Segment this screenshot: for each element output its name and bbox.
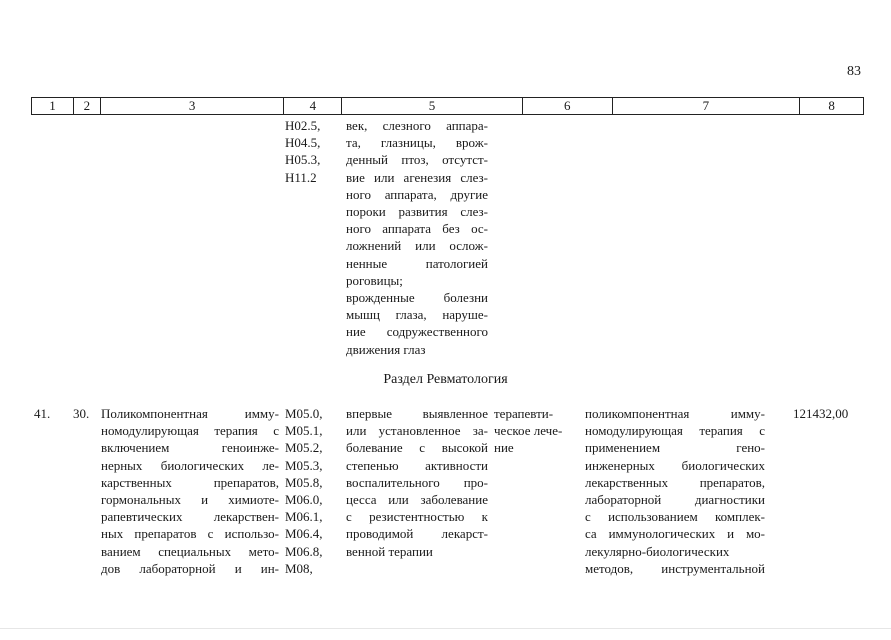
code-line: M05.1,: [285, 423, 323, 439]
name-line: ванием специальных мето-: [101, 543, 279, 559]
description-line: пороки развития слез-: [346, 204, 488, 220]
description-line: врожденные болезни: [346, 290, 488, 306]
code-line: M05.2,: [285, 440, 323, 456]
code-line: M08,: [285, 560, 313, 576]
code-line: M05.3,: [285, 457, 323, 473]
header-cell-7: 7: [612, 98, 800, 114]
treatment-type-cell: [494, 405, 578, 457]
method-line: методов, инструментальной: [585, 560, 765, 576]
method-line: лекарственных препаратов,: [585, 474, 765, 490]
method-line: лабораторной диагностики: [585, 492, 765, 508]
description-line: та, глазницы, врож-: [346, 135, 488, 151]
treatment-line: ческое лече-: [494, 423, 563, 439]
description-line: венной терапии: [346, 543, 433, 559]
description-line: цесса или заболевание: [346, 492, 488, 508]
code-line: H11.2: [285, 169, 317, 185]
description-line: ного аппарата без ос-: [346, 221, 488, 237]
description-line: воспалительного про-: [346, 474, 488, 490]
method-line: инженерных биологических: [585, 457, 765, 473]
header-cell-3: 3: [100, 98, 284, 114]
method-line: са иммунологических и мо-: [585, 526, 765, 542]
top-description-cell: [346, 117, 488, 358]
code-line: M06.0,: [285, 492, 323, 508]
row-number: 41.: [34, 406, 51, 421]
page-bottom-rule: [0, 628, 891, 629]
description-line: ного аппарата, другие: [346, 186, 488, 202]
header-cell-5: 5: [341, 98, 522, 114]
row-subnumber: 30.: [73, 406, 90, 421]
name-line: дов лабораторной и ин-: [101, 560, 279, 576]
description-cell: [346, 405, 488, 560]
codes-cell: [285, 405, 341, 577]
description-line: степенью активности: [346, 457, 488, 473]
method-line: поликомпонентная имму-: [585, 406, 765, 421]
method-name-cell: [101, 405, 279, 577]
header-cell-4: 4: [283, 98, 341, 114]
code-line: H02.5,: [285, 118, 321, 133]
name-line: нерных биологических ле-: [101, 457, 279, 473]
description-line: движения глаз: [346, 341, 426, 357]
name-line: Поликомпонентная имму-: [101, 406, 279, 421]
name-line: номодулирующая терапия с: [101, 423, 279, 439]
code-line: M06.1,: [285, 509, 323, 525]
description-line: ложнений или ослож-: [346, 238, 488, 254]
description-line: ние содружественного: [346, 324, 488, 340]
treatment-method-cell: [585, 405, 765, 577]
header-cell-1: 1: [49, 98, 56, 113]
name-line: рапевтических лекарствен-: [101, 509, 279, 525]
method-line: лекулярно-биологических: [585, 543, 730, 559]
method-line: номодулирующая терапия с: [585, 423, 765, 439]
description-line: болевание с высокой: [346, 440, 488, 456]
name-line: гормональных и химиоте-: [101, 492, 279, 508]
code-line: M05.0,: [285, 406, 323, 421]
header-cell-2: 2: [73, 98, 100, 114]
description-line: или установленное за-: [346, 423, 488, 439]
description-line: мышц глаза, наруше-: [346, 307, 488, 323]
description-line: впервые выявленное: [346, 406, 488, 421]
method-line: с использованием комплек-: [585, 509, 765, 525]
table-header-row: [31, 97, 864, 115]
method-line: применением гено-: [585, 440, 765, 456]
description-line: с резистентностью к: [346, 509, 488, 525]
name-line: включением геноинже-: [101, 440, 279, 456]
treatment-line: терапевти-: [494, 406, 554, 421]
code-line: H05.3,: [285, 152, 321, 168]
header-cell-8: 8: [799, 98, 863, 114]
cost-cell: 121432,00: [793, 406, 849, 421]
code-line: M05.8,: [285, 474, 323, 490]
section-title: Раздел Ревматология: [383, 372, 508, 387]
code-line: M06.4,: [285, 526, 323, 542]
top-codes-cell: [285, 117, 341, 186]
description-line: роговицы;: [346, 272, 403, 288]
code-line: M06.8,: [285, 543, 323, 559]
code-line: H04.5,: [285, 135, 321, 151]
page-number: 83: [847, 64, 861, 79]
description-line: вие или агенезия слез-: [346, 169, 488, 185]
description-line: век, слезного аппара-: [346, 118, 488, 133]
description-line: ненные патологией: [346, 255, 488, 271]
header-cell-6: 6: [522, 98, 612, 114]
name-line: карственных препаратов,: [101, 474, 279, 490]
description-line: денный птоз, отсутст-: [346, 152, 488, 168]
treatment-line: ние: [494, 440, 514, 456]
name-line: ных препаратов с использо-: [101, 526, 279, 542]
description-line: проводимой лекарст-: [346, 526, 488, 542]
